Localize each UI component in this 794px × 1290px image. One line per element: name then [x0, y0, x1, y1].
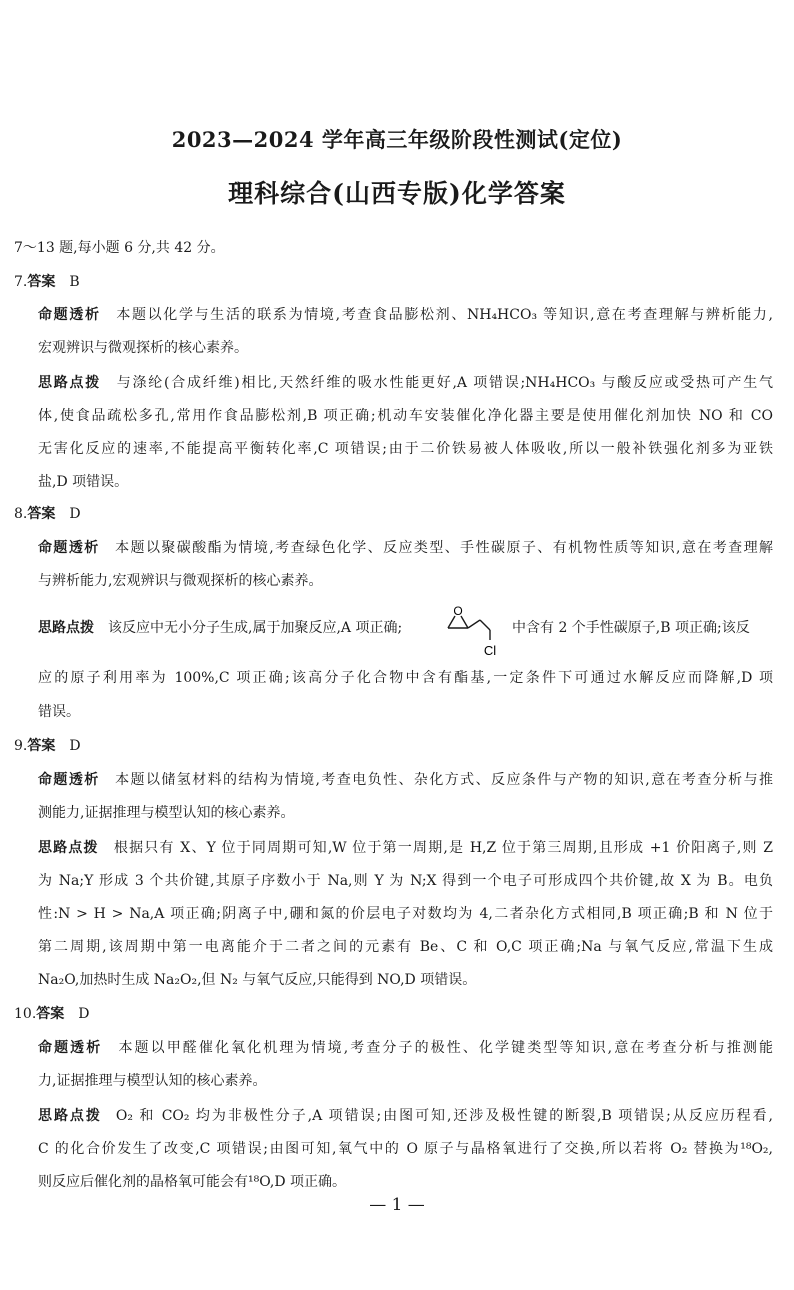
- q8-analysis-line-2: 与辨析能力,宏观辨识与微观探析的核心素养。: [38, 573, 323, 589]
- page-title: 2023—2024 学年高三年级阶段性测试(定位): [171, 127, 623, 152]
- q10-number: 10.: [14, 1006, 37, 1022]
- q8-hint-line-3: 错误。: [38, 704, 80, 720]
- q7-hint-line-3: 无害化反应的速率,不能提高平衡转化率,C 项错误;由于二价铁易被人体吸收,所以一般补铁强化剂多为亚铁: [38, 441, 773, 457]
- q9-answer-label: 答案: [27, 738, 56, 754]
- q7-analysis-text-1: 本题以化学与生活的联系为情境,考查食品膨松剂、NH₄HCO₃ 等知识,意在考查理解与辨析能力,: [114, 307, 773, 323]
- q8-hint-label: 思路点拨: [38, 620, 94, 636]
- q8-hint-line-1b: 中含有 2 个手性碳原子,B 项正确;该反: [512, 620, 750, 636]
- oxygen-atom-label: O: [453, 604, 463, 618]
- epichlorohydrin-structure: [440, 598, 512, 662]
- q8-answer-label: 答案: [27, 506, 56, 522]
- q7-answer-label: 答案: [27, 274, 56, 290]
- bond-chain-1: [468, 620, 480, 628]
- q9-hint-line-2: 为 Na;Y 形成 3 个共价键,其原子序数小于 Na,则 Y 为 N;X 得到一个电子可形成四个共价键,故 X 为 B。电负: [38, 873, 773, 889]
- bond-chain-2: [480, 620, 490, 630]
- q7-hint-line-1: [38, 373, 773, 393]
- q7-hint-line-4: 盐,D 项错误。: [38, 474, 129, 490]
- q9-hint-line-4: 第二周期,该周期中第一电离能介于二者之间的元素有 Be、C 和 O,C 项正确;Na 与氧气反应,常温下生成: [38, 939, 773, 955]
- q9-answer-value: D: [69, 738, 81, 754]
- q10-analysis-line-1: [38, 1038, 773, 1058]
- q7-hint-line-2: 体,使食品疏松多孔,常用作食品膨松剂,B 项正确;机动车安装催化净化器主要是使用催化剂加快 NO 和 CO: [38, 408, 773, 424]
- q9-hint-line-5: Na₂O,加热时生成 Na₂O₂,但 N₂ 与氧气反应,只能得到 NO,D 项错误。: [38, 972, 477, 988]
- q9-analysis-line-2: 测能力,证据推理与模型认知的核心素养。: [38, 805, 295, 821]
- q10-hint-line-2: C 的化合价发生了改变,C 项错误;由图可知,氧气中的 O 原子与晶格氧进行了交换,所以若将 O₂ 替换为¹⁸O₂,: [38, 1141, 773, 1157]
- q9-hint-text-1: 根据只有 X、Y 位于同周期可知,W 位于第一周期,是 H,Z 位于第三周期,且形成 +1 价阳离子,则 Z: [112, 840, 773, 856]
- q9-hint-line-3: 性:N > H > Na,A 项正确;阴离子中,硼和氮的价层电子对数均为 4,二者杂化方式相同,B 项正确;B 和 N 位于: [38, 906, 773, 922]
- q8-analysis-label: 命题透析: [38, 540, 100, 556]
- q8-hint-text-a: 该反应中无小分子生成,属于加聚反应,A 项正确;: [108, 620, 403, 636]
- q10-analysis-label: 命题透析: [38, 1040, 103, 1056]
- q8-hint-line-1a: [38, 618, 402, 638]
- q9-number: 9.: [14, 738, 28, 754]
- chlorine-atom-label: Cl: [483, 643, 497, 658]
- q7-analysis-label: 命题透析: [38, 307, 101, 323]
- q7-hint-label: 思路点拨: [38, 375, 102, 391]
- q7-analysis-line-1: [38, 305, 773, 325]
- page-number: — 1 —: [369, 1195, 425, 1215]
- q7-answer-line: [14, 272, 80, 292]
- q10-hint-text-1: O₂ 和 CO₂ 均为非极性分子,A 项错误;由图可知,还涉及极性键的断裂,B 项错误;从反应历程看,: [115, 1108, 773, 1124]
- page-subtitle: 理科综合(山西专版)化学答案: [228, 179, 566, 208]
- q8-answer-value: D: [69, 506, 81, 522]
- q9-answer-line: [14, 736, 81, 756]
- q8-answer-line: [14, 504, 81, 524]
- q10-answer-line: [14, 1004, 90, 1024]
- q9-analysis-label: 命题透析: [38, 772, 100, 788]
- q7-answer-value: B: [69, 274, 80, 290]
- q10-hint-line-1: [38, 1106, 773, 1126]
- q10-answer-label: 答案: [36, 1006, 65, 1022]
- q10-hint-line-3: 则反应后催化剂的晶格氧可能会有¹⁸O,D 项正确。: [38, 1174, 347, 1190]
- q8-analysis-text-1: 本题以聚碳酸酯为情境,考查绿色化学、反应类型、手性碳原子、有机物性质等知识,意在考查理解: [113, 540, 774, 556]
- q9-hint-label: 思路点拨: [38, 840, 99, 856]
- q9-hint-line-1: [38, 838, 773, 858]
- q7-analysis-line-2: 宏观辨识与微观探析的核心素养。: [38, 340, 248, 356]
- q8-number: 8.: [14, 506, 28, 522]
- q8-analysis-line-1: [38, 538, 773, 558]
- q7-hint-text-1: 与涤纶(合成纤维)相比,天然纤维的吸水性能更好,A 项错误;NH₄HCO₃ 与酸反应或受热可产生气: [115, 375, 773, 391]
- q10-answer-value: D: [78, 1006, 90, 1022]
- q10-hint-label: 思路点拨: [38, 1108, 102, 1124]
- q8-hint-line-2: 应的原子利用率为 100%,C 项正确;该高分子化合物中含有酯基,一定条件下可通过水解反应而降解,D 项: [38, 670, 773, 686]
- q9-analysis-line-1: [38, 770, 773, 790]
- q10-analysis-line-2: 力,证据推理与模型认知的核心素养。: [38, 1073, 267, 1089]
- q9-analysis-text-1: 本题以储氢材料的结构为情境,考查电负性、杂化方式、反应条件与产物的知识,意在考查分析与推: [113, 772, 774, 788]
- q7-number: 7.: [14, 274, 28, 290]
- q10-analysis-text-1: 本题以甲醛催化氧化机理为情境,考查分子的极性、化学键类型等知识,意在考查分析与推测能: [116, 1040, 773, 1056]
- intro-text: 7～13 题,每小题 6 分,共 42 分。: [14, 240, 225, 256]
